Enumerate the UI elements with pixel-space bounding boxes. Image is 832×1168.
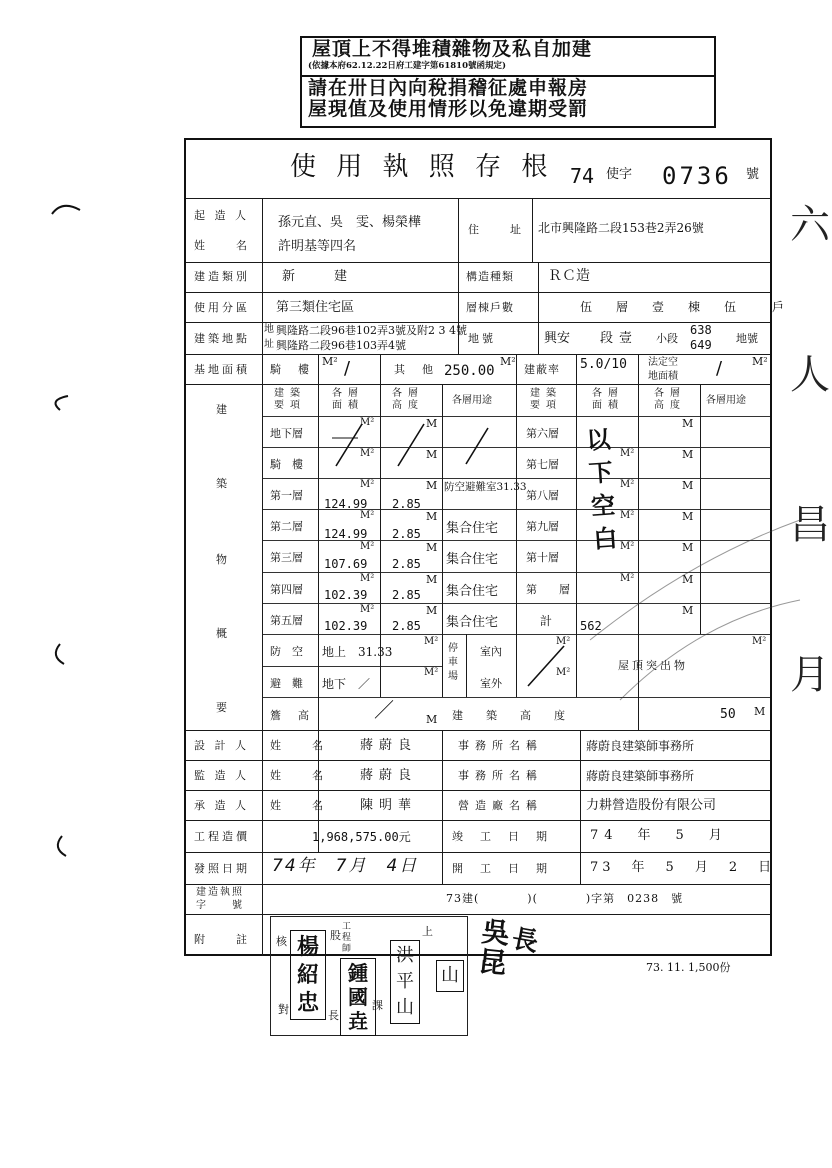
notice-line-2: (依據本府62.12.22日府工建字第61810號函規定) [308,61,507,71]
building-side-4: 概 [216,627,227,640]
floor-height: 2.85 [392,557,421,571]
unit-m2: M² [620,479,635,490]
coverage-value: 5.0/10 [580,357,627,372]
parking-indoor: 室內 [480,645,502,658]
stamp-title-2: 工程師 [342,922,352,954]
supervisor-name-label: 姓 名 [270,769,326,782]
floor-area: 102.39 [324,619,368,633]
open-space-label-1: 法定空 [648,357,678,368]
floor-label: 第五層 [270,614,303,627]
floor-label-right: 第十層 [526,551,559,564]
col-height-header: 各層高度 [392,388,424,411]
unit-m: M [754,705,766,718]
floor-label: 第二層 [270,520,303,533]
cost-label: 工程造價 [194,830,250,843]
unit-m2: M² [556,636,571,647]
eave-value: ／ [374,698,394,722]
floor-label-right: 計 [540,614,553,628]
contractor-office-label: 營造廠名稱 [458,799,543,812]
supervisor-role: 監 造 人 [194,769,249,782]
stamp-side-6: 上 [422,925,433,938]
site-small-section: 小段 [656,332,678,345]
designer-name-label: 姓 名 [270,739,326,752]
designer-role: 設 計 人 [194,739,249,752]
unit-m2: M² [620,448,635,459]
zone-label: 使用分區 [194,301,250,314]
site-lot-1: 638 [690,323,712,337]
stamp-name-2: 鍾國垚 [340,958,376,1036]
stamp-name-4: 山 [436,960,464,992]
area-label: 基地面積 [194,363,250,376]
site-section: 段壹 [600,331,639,346]
floor-use: 集合住宅 [446,521,499,536]
owner-label-1: 起 造 人 [194,209,249,222]
unit-m2: M² [360,604,375,615]
stamp-side-1: 核 [276,935,287,948]
building-side-3: 物 [216,553,227,566]
col-area-header: 各層面積 [332,388,364,411]
floor-area: 124.99 [324,527,368,541]
build-type-value: 新 建 [282,269,348,284]
zone-value: 第三類住宅區 [276,300,355,315]
remarks-label: 附 註 [194,933,250,946]
unit-m: M [426,604,438,617]
cost-value: 1,968,575.00元 [312,830,411,844]
floors-value: 伍 層 壹 棟 伍 戶 [580,300,785,314]
supervisor-office-label: 事務所名稱 [458,769,543,782]
col-item-header: 建築要項 [274,388,306,411]
arcade-label: 騎 樓 [270,363,312,376]
floor-label: 第一層 [270,489,303,502]
handwritten-signature: 吳昆 [476,914,512,981]
building-side-1: 建 [216,403,227,416]
form-title: 使 用 執 照 存 根 [290,152,554,182]
owner-address: 北市興隆路二段153巷2弄26號 [538,221,704,235]
permit-value: 73建( )( )字第 0238 號 [446,892,684,905]
col-use-header: 各層用途 [452,395,492,406]
shelter-label-1: 防 空 [270,645,303,658]
eave-label: 簷 高 [270,709,312,722]
floor-use: 集合住宅 [446,552,499,567]
print-note: 73. 11. 1,500份 [646,961,731,974]
issue-date: 74年 7月 4日 [272,856,419,876]
parking-label: 停車場 [448,643,458,682]
issue-label: 發照日期 [194,862,250,875]
col-use-header-2: 各層用途 [706,395,746,406]
col-area-header-2: 各層面積 [592,388,624,411]
other-unit: M² [500,355,516,368]
supervisor-name: 蔣蔚良 [360,768,418,783]
unit-m2: M² [360,417,375,428]
unit-m2: M² [620,510,635,521]
floor-label-right: 第八層 [526,489,559,502]
stamp-side-3: 股 [330,929,341,942]
unit-m: M [426,448,438,461]
floor-label-right: 第七層 [526,458,559,471]
floor-height: 2.85 [392,588,421,602]
unit-m2: M² [424,636,439,647]
col-item-header-2: 建築要項 [530,388,562,411]
shelter-above: 地上 31.33 [322,645,393,659]
struct-label: 構造種類 [466,270,514,283]
open-space-label-2: 地面積 [648,371,678,382]
unit-m: M [682,510,694,523]
owner-label-2: 姓 名 [194,239,250,252]
site-address-1: 興隆路二段96巷102弄3號及附2 3 4號 [276,324,467,337]
floor-label: 第四層 [270,583,303,596]
designer-name: 蔣蔚良 [360,738,418,753]
col-height-header-2: 各層高度 [654,388,686,411]
floor-label: 騎 樓 [270,458,303,471]
floor-height: 2.85 [392,619,421,633]
site-lot-2: 649 [690,338,712,352]
designer-office: 蔣蔚良建築師事務所 [586,739,695,753]
owner-names-1: 孫元直、吳 雯、楊榮樺 [278,215,422,230]
permit-label-1: 建造執照 [196,887,244,898]
notice-line-1: 屋頂上不得堆積雜物及私自加建 [312,38,593,60]
other-value: 250.00 [444,363,495,379]
unit-m: M [426,541,438,554]
margin-marks: 六 人 昌 月 [790,202,830,698]
stamp-side-2: 對 [278,1003,289,1016]
parking-outdoor: 室外 [480,677,502,690]
unit-m: M [682,573,694,586]
arcade-value: / [344,358,351,379]
site-label: 建築地點 [194,332,250,345]
arcade-unit: M² [322,355,338,368]
open-space-value: / [716,358,723,379]
coverage-label: 建蔽率 [524,363,560,376]
unit-m: M [426,417,438,430]
permit-year: 74 [570,164,595,188]
floor-label: 第三層 [270,551,303,564]
notice-line-3: 請在卅日內向稅捐稽征處申報房 [308,77,589,99]
site-address-2: 興隆路二段96巷103弄4號 [276,339,406,352]
unit-m: M [426,479,438,492]
other-label: 其 他 [394,363,436,376]
stamp-name-3: 洪平山 [390,940,420,1024]
handwritten-blank-note: 以下空白 [585,425,619,554]
unit-m: M [682,448,694,461]
unit-m2: M² [360,573,375,584]
struct-value: ＲＣ造 [548,268,590,284]
owner-names-2: 許明基等四名 [278,239,357,254]
unit-m: M [682,604,694,617]
notice-line-4: 屋現值及使用情形以免違期受罰 [308,98,589,120]
floor-area: 124.99 [324,497,368,511]
unit-m2: M² [556,667,571,678]
address-label: 住 址 [468,223,524,236]
floor-height: 2.85 [392,497,421,511]
building-height-value: 50 [720,707,736,722]
floor-use: 防空避難室31.33 [444,481,527,493]
floor-use: 集合住宅 [446,584,499,599]
site-addr-label-1: 地 [264,324,274,335]
unit-m2: M² [752,636,767,647]
shelter-below: 地下 ／ [322,677,371,691]
unit-m2: M² [360,479,375,490]
floor-label-right: 第六層 [526,427,559,440]
floor-area: 107.69 [324,557,368,571]
stamp-name-1: 楊紹忠 [290,930,326,1020]
contractor-name: 陳明華 [360,798,418,813]
unit-m2: M² [424,667,439,678]
site-district: 興安 [544,331,571,346]
site-lot-label: 地號 [468,332,496,345]
build-type-label: 建造類別 [194,270,250,283]
floor-area: 102.39 [324,588,368,602]
stamp-side-5: 課 [372,999,383,1012]
unit-m2: M² [360,448,375,459]
unit-m2: M² [620,541,635,552]
unit-m: M [426,573,438,586]
unit-m: M [682,479,694,492]
contractor-name-label: 姓 名 [270,799,326,812]
completion-label: 竣 工 日 期 [452,830,550,843]
designer-office-label: 事務所名稱 [458,739,543,752]
building-side-2: 築 [216,477,227,490]
stamp-side-4: 長 [328,1009,339,1022]
open-space-unit: M² [752,355,768,368]
rooftop-label: 屋頂突出物 [618,659,688,672]
floor-height: 2.85 [392,527,421,541]
floors-label: 層棟戶數 [466,301,514,314]
site-lot-label-2: 地號 [736,332,758,345]
building-height-label: 建 築 高 度 [452,709,571,722]
start-label: 開 工 日 期 [452,862,550,875]
unit-m2: M² [620,573,635,584]
supervisor-office: 蔣蔚良建築師事務所 [586,769,695,783]
unit-m: M [682,417,694,430]
contractor-office: 力耕營造股份有限公司 [586,798,717,813]
floor-label-right: 第九層 [526,520,559,533]
unit-m: M [426,510,438,523]
shelter-label-2: 避 難 [270,677,303,690]
permit-label-2: 字 號 [196,900,244,911]
floor-use: 集合住宅 [446,615,499,630]
completion-date: 74 年 5 月 [590,828,728,843]
floor-label: 地下層 [270,427,303,440]
total-area: 562 [580,619,602,633]
building-side-5: 要 [216,701,227,714]
floor-label-right: 第 層 [526,583,570,596]
handwritten-signature-2: 長 [509,923,541,959]
unit-m: M [682,541,694,554]
start-date: 73 年 5 月 2 日 [590,860,776,875]
permit-word: 使字 [606,167,633,182]
contractor-role: 承 造 人 [194,799,249,812]
site-addr-label-2: 址 [264,339,274,350]
unit-m2: M² [360,541,375,552]
permit-suffix: 號 [746,167,760,182]
unit-m2: M² [360,510,375,521]
permit-number: 0736 [662,162,732,190]
unit-m: M [426,713,438,726]
